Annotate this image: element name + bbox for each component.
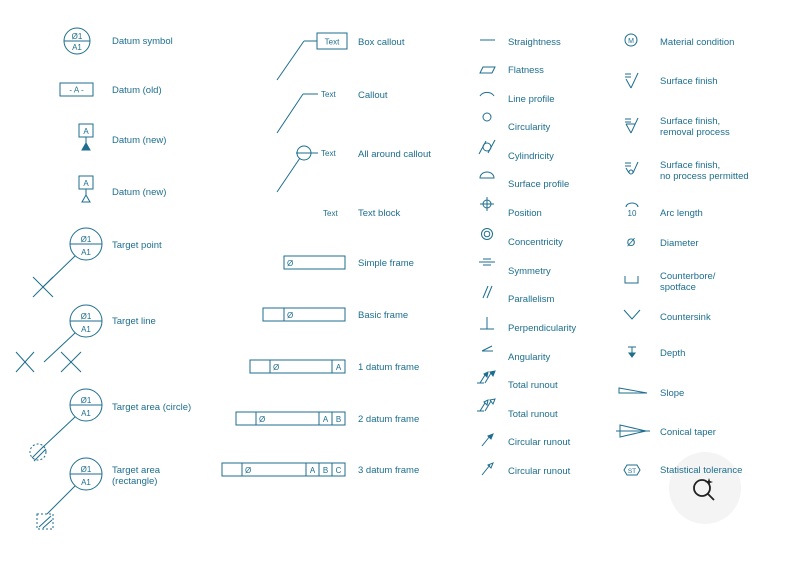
label-target-line: Target line — [112, 316, 156, 327]
label-concentricity: Concentricity — [508, 237, 563, 248]
label-arc-length: Arc length — [660, 208, 703, 219]
label-surface-finish-removal: Surface finish, removal process — [660, 116, 730, 138]
svg-text:10: 10 — [627, 209, 637, 218]
label-basic-frame: Basic frame — [358, 310, 409, 321]
label-target-point: Target point — [112, 240, 162, 251]
conical-taper-icon — [616, 425, 650, 437]
depth-icon — [628, 347, 636, 357]
label-circularity: Circularity — [508, 122, 551, 133]
svg-text:Ø1: Ø1 — [80, 465, 92, 474]
svg-text:ST: ST — [627, 468, 637, 475]
slope-icon — [619, 388, 647, 393]
label-target-area-rectangle: Target area (rectangle) — [112, 465, 161, 487]
label-statistical-tolerance: Statistical tolerance — [660, 465, 743, 476]
label-surface-profile: Surface profile — [508, 179, 570, 190]
svg-text:A: A — [335, 363, 342, 372]
surface-finish-no-process-icon — [625, 162, 638, 174]
svg-text:A1: A1 — [81, 478, 91, 487]
text-block-sample: Text — [323, 209, 338, 218]
label-conical-taper: Conical taper — [660, 427, 716, 438]
label-diameter: Diameter — [660, 238, 699, 249]
label-cylindricity: Cylindricity — [508, 151, 554, 162]
label-flatness: Flatness — [508, 65, 544, 76]
label-all-around-callout: All around callout — [358, 149, 431, 160]
svg-text:Ø1: Ø1 — [80, 312, 92, 321]
svg-text:A1: A1 — [81, 409, 91, 418]
counterbore-icon — [625, 276, 638, 283]
label-datum-symbol: Datum symbol — [112, 36, 173, 47]
arc-length-icon — [626, 203, 638, 218]
surface-finish-removal-icon — [625, 118, 638, 133]
material-condition-icon — [625, 34, 637, 46]
label-target-area-circle: Target area (circle) — [112, 402, 192, 413]
label-surface-finish: Surface finish — [660, 76, 718, 87]
label-3-datum-frame: 3 datum frame — [358, 465, 420, 476]
label-surface-finish-no-process: Surface finish, no process permitted — [660, 160, 749, 182]
label-text-block: Text block — [358, 208, 401, 219]
svg-text:Text: Text — [324, 37, 340, 47]
label-datum-old: Datum (old) — [112, 85, 162, 96]
svg-text:Ø: Ø — [273, 363, 280, 372]
surface-finish-icon — [625, 73, 638, 88]
label-callout: Callout — [358, 90, 388, 101]
label-datum-new-1: Datum (new) — [112, 135, 167, 146]
svg-text:B: B — [322, 466, 329, 475]
label-total-runout-2: Total runout — [508, 409, 558, 420]
svg-text:Ø: Ø — [259, 415, 266, 424]
label-straightness: Straightness — [508, 37, 561, 48]
svg-text:Ø1: Ø1 — [80, 396, 92, 405]
label-line-profile: Line profile — [508, 94, 555, 105]
svg-text:Ø1: Ø1 — [80, 235, 92, 244]
label-depth: Depth — [660, 348, 686, 359]
label-1-datum-frame: 1 datum frame — [358, 362, 420, 373]
svg-text:Ø: Ø — [287, 259, 294, 268]
label-symmetry: Symmetry — [508, 266, 551, 277]
search-sparkle-icon — [669, 452, 741, 524]
svg-text:- A -: - A - — [69, 85, 84, 95]
label-total-runout-1: Total runout — [508, 380, 558, 391]
label-box-callout: Box callout — [358, 37, 405, 48]
label-parallelism: Parallelism — [508, 294, 555, 305]
label-simple-frame: Simple frame — [358, 258, 414, 269]
svg-text:A: A — [322, 415, 329, 424]
label-circular-runout-2: Circular runout — [508, 466, 571, 477]
svg-text:M: M — [628, 38, 634, 45]
label-material-condition: Material condition — [660, 37, 735, 48]
svg-text:C: C — [335, 466, 342, 475]
svg-text:Ø1: Ø1 — [71, 32, 83, 41]
svg-text:A1: A1 — [81, 325, 91, 334]
svg-text:A: A — [83, 127, 89, 136]
svg-text:Text: Text — [321, 90, 336, 99]
svg-text:Ø: Ø — [245, 466, 252, 475]
svg-text:A1: A1 — [81, 248, 91, 257]
diameter-icon: Ø — [626, 237, 636, 249]
label-counterbore: Counterbore/ spotface — [660, 271, 716, 293]
svg-text:B: B — [335, 415, 342, 424]
statistical-tolerance-icon — [624, 465, 640, 475]
svg-text:A: A — [83, 179, 89, 188]
label-countersink: Countersink — [660, 312, 711, 323]
svg-text:Text: Text — [321, 149, 336, 158]
svg-text:A: A — [309, 466, 316, 475]
label-perpendicularity: Perpendicularity — [508, 323, 577, 334]
label-datum-new-2: Datum (new) — [112, 187, 167, 198]
label-slope: Slope — [660, 388, 685, 399]
label-position: Position — [508, 208, 542, 219]
svg-text:A1: A1 — [72, 43, 82, 52]
svg-text:Ø: Ø — [287, 311, 294, 320]
label-angularity: Angularity — [508, 352, 551, 363]
label-circular-runout-1: Circular runout — [508, 437, 571, 448]
label-2-datum-frame: 2 datum frame — [358, 414, 420, 425]
visual-search-button[interactable] — [669, 452, 741, 524]
countersink-icon — [624, 310, 640, 319]
